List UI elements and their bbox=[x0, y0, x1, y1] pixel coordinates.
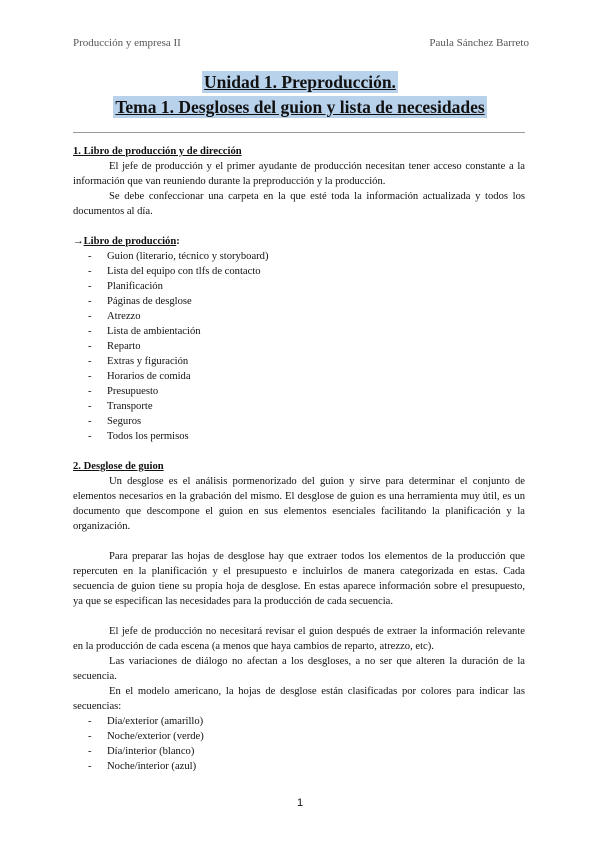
list-item: - Noche/interior (azul) bbox=[73, 759, 525, 774]
list-item: - Seguros bbox=[73, 414, 525, 429]
list-item: - Atrezzo bbox=[73, 309, 525, 324]
section2-para5: En el modelo americano, la hojas de desglose están clasificadas por colores para indicar las secuencias: bbox=[73, 686, 525, 712]
section1-heading: 1. Libro de producción y de dirección bbox=[73, 146, 242, 157]
production-book-list bbox=[73, 249, 525, 444]
header-course: Producción y empresa II bbox=[73, 37, 181, 49]
title-divider bbox=[73, 132, 525, 133]
section1-para1: El jefe de producción y el primer ayudante de producción necesitan tener acceso constante a la información que van reuniendo durante la preproducción y la producción. bbox=[73, 161, 525, 187]
section1-para2: Se debe confeccionar una carpeta en la que esté toda la información actualizada y todos los documentos al día. bbox=[73, 191, 525, 217]
section2-para1: Un desglose es el análisis pormenorizado del guion y sirve para determinar el conjunto de elementos necesarios en la grabación del mismo. El desglose de guion es una herramienta muy útil, es un documento que descompone el guion en sus elementos esenciales facilitando la planificación y la organización. bbox=[73, 476, 525, 532]
list-item: - Lista del equipo con tlfs de contacto bbox=[73, 264, 525, 279]
section2-para2: Para preparar las hojas de desglose hay que extraer todos los elementos de la producción que repercuten en la planificación y el presupuesto e incluirlos de manera categorizada en estas. Cada secuencia de guion tiene su propia hoja de desglose. En estas aparece información sobre el presupuesto, ya que se especifican las necesidades para la producción de cada secuencia. bbox=[73, 551, 525, 607]
list-item: - Día/interior (blanco) bbox=[73, 744, 525, 759]
list-item: - Planificación bbox=[73, 279, 525, 294]
section2-heading: 2. Desglose de guion bbox=[73, 461, 164, 472]
topic-title: Tema 1. Desgloses del guion y lista de necesidades bbox=[115, 97, 485, 117]
list-item: - Páginas de desglose bbox=[73, 294, 525, 309]
page-number: 1 bbox=[296, 797, 304, 809]
list-item: - Todos los permisos bbox=[73, 429, 525, 444]
section2-para3: El jefe de producción no necesitará revisar el guion después de extraer la información relevante en la producción de cada escena (a menos que haya cambios de reparto, atrezzo, etc). bbox=[73, 626, 525, 652]
production-book-subheading bbox=[73, 234, 525, 249]
header-author: Paula Sánchez Barreto bbox=[429, 37, 529, 49]
arrow-icon: → bbox=[73, 236, 84, 247]
list-item: - Día/exterior (amarillo) bbox=[73, 714, 525, 729]
list-item: - Transporte bbox=[73, 399, 525, 414]
list-item: - Guion (literario, técnico y storyboard) bbox=[73, 249, 525, 264]
unit-title: Unidad 1. Preproducción. bbox=[204, 72, 396, 92]
list-item: - Noche/exterior (verde) bbox=[73, 729, 525, 744]
list-item: - Lista de ambientación bbox=[73, 324, 525, 339]
list-item: - Presupuesto bbox=[73, 384, 525, 399]
production-book-label: Libro de producción bbox=[83, 236, 177, 247]
list-item: - Extras y figuración bbox=[73, 354, 525, 369]
title-block bbox=[0, 71, 600, 121]
list-item: - Reparto bbox=[73, 339, 525, 354]
list-item: - Horarios de comida bbox=[73, 369, 525, 384]
body-content bbox=[73, 144, 525, 774]
section2-para4: Las variaciones de diálogo no afectan a los desgloses, a no ser que alteren la duración de la secuencia. bbox=[73, 656, 525, 682]
production-book-colon: : bbox=[176, 236, 180, 247]
color-code-list bbox=[73, 714, 525, 774]
